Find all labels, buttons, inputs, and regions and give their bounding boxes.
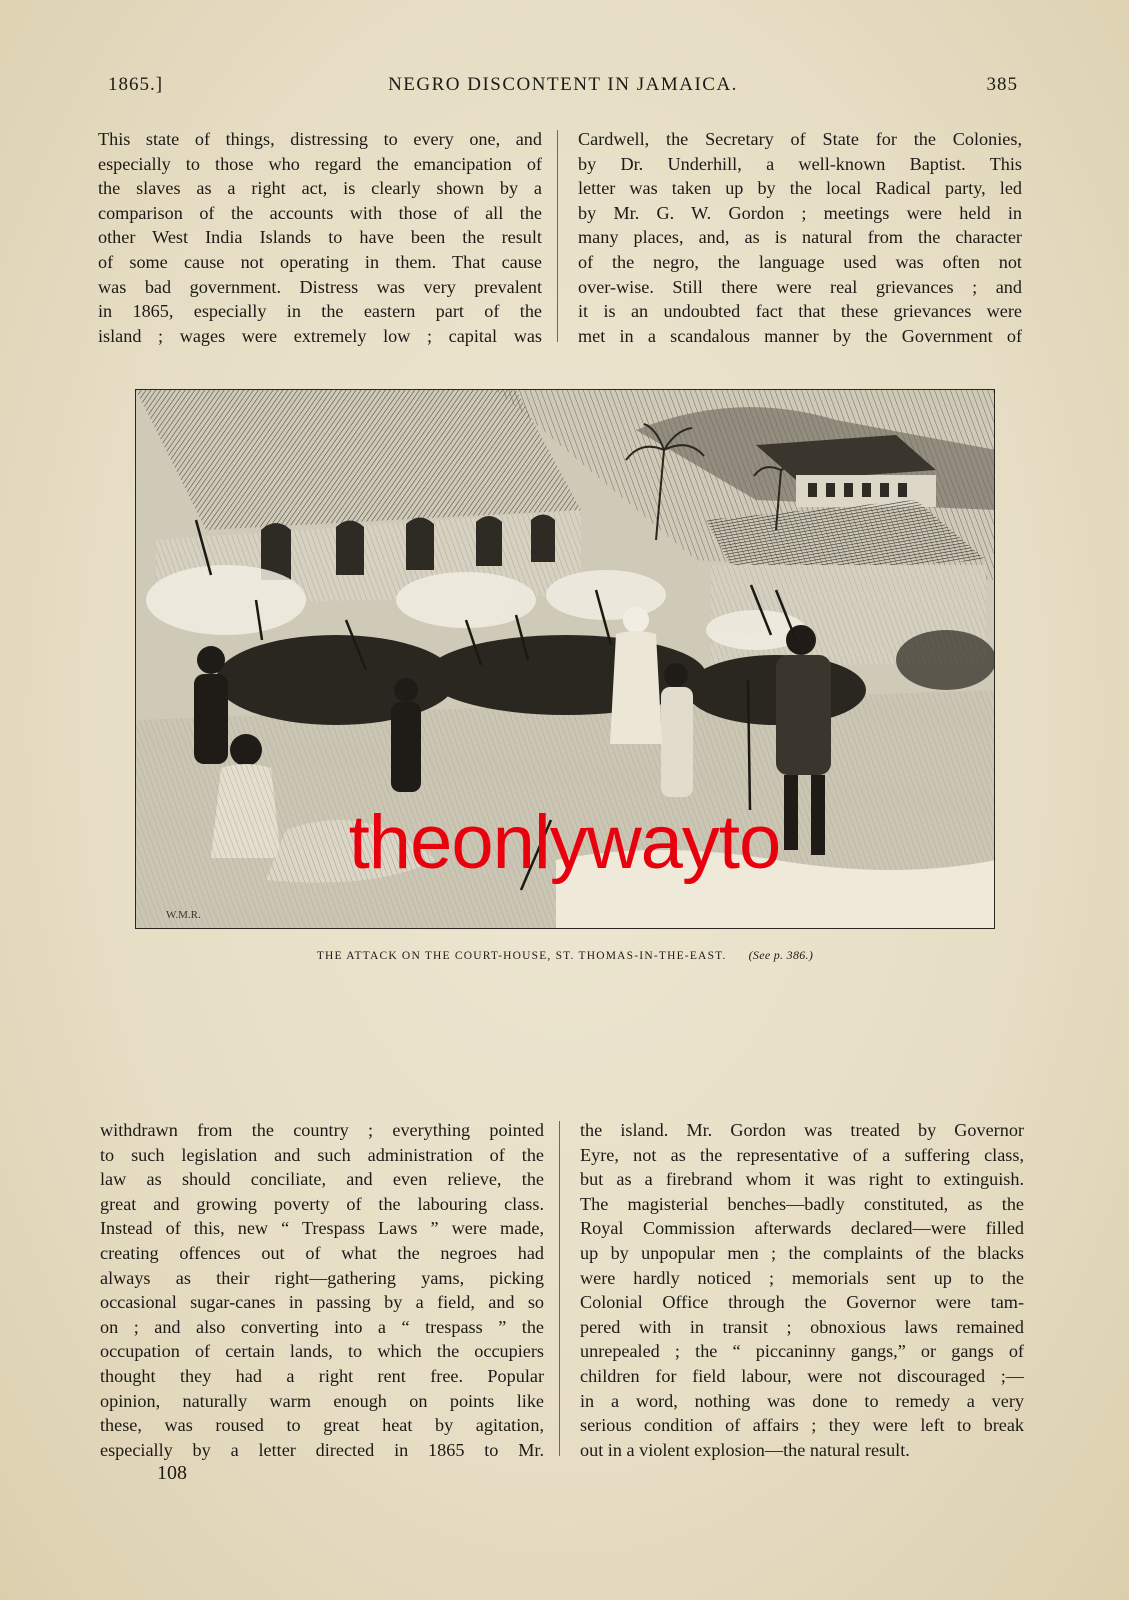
text-line: the slaves as a right act, is clearly shown by a — [98, 178, 542, 199]
caption-reference: (See p. 386.) — [748, 948, 814, 962]
text-line: by Mr. G. W. Gordon ; meetings were held in — [578, 202, 1022, 223]
text-line: law as should conciliate, and even relieve, the — [100, 1169, 544, 1190]
text-line: in a word, nothing was done to remedy a very — [580, 1390, 1024, 1411]
column-divider-top — [557, 130, 558, 342]
text-line: it is an undoubted fact that these grievances were — [578, 301, 1022, 322]
signature-mark: 108 — [157, 1462, 187, 1484]
bottom-left-column — [100, 1118, 544, 1462]
text-line: but as a firebrand whom it was right to extinguish. — [580, 1169, 1024, 1190]
text-line: Cardwell, the Secretary of State for the Colonies, — [578, 129, 1022, 149]
svg-text:W.M.R.: W.M.R. — [166, 909, 201, 921]
text-line: letter was taken up by the local Radical party, led — [578, 178, 1022, 199]
text-line: many places, and, as is natural from the character — [578, 227, 1022, 248]
text-line: especially to those who regard the emancipation of — [98, 153, 542, 174]
text-line: of the negro, the language used was often not — [578, 251, 1022, 272]
text-line: children for field labour, were not discouraged ;— — [580, 1365, 1024, 1386]
text-line: thought they had a right rent free. Popular — [100, 1365, 544, 1386]
text-line: island ; wages were extremely low ; capital was — [98, 325, 542, 346]
caption-text: THE ATTACK ON THE COURT-HOUSE, ST. THOMAS-IN-THE-EAST. — [316, 950, 727, 962]
text-line: by Dr. Underhill, a well-known Baptist. This — [578, 153, 1022, 174]
text-line: occasional sugar-canes in passing by a field, and so — [100, 1292, 544, 1313]
running-header — [108, 74, 1018, 104]
text-line: comparison of the accounts with those of all the — [98, 202, 542, 223]
header-title: NEGRO DISCONTENT IN JAMAICA. — [388, 74, 738, 95]
text-line: of some cause not operating in them. That cause — [98, 251, 542, 272]
text-line: these, was roused to great heat by agitation, — [100, 1415, 544, 1436]
text-line: pered with in transit ; obnoxious laws remained — [580, 1316, 1024, 1337]
figure-caption — [135, 948, 995, 963]
top-left-column — [98, 127, 542, 348]
bottom-right-column — [580, 1118, 1024, 1462]
text-line: Royal Commission afterwards declared—were filled — [580, 1218, 1024, 1239]
text-line: over-wise. Still there were real grievances ; and — [578, 276, 1022, 297]
text-line: great and growing poverty of the labouring class. — [100, 1193, 544, 1214]
text-line: The magisterial benches—badly constituted, as the — [580, 1193, 1024, 1214]
text-line: serious condition of affairs ; they were left to break — [580, 1415, 1024, 1436]
text-line: This state of things, distressing to every one, and — [98, 129, 542, 149]
page-number: 385 — [986, 74, 1018, 95]
text-line: opinion, naturally warm enough on points like — [100, 1390, 544, 1411]
header-year: 1865.] — [108, 74, 164, 95]
text-line: to such legislation and such administration of the — [100, 1144, 544, 1165]
text-line: unrepealed ; the “ piccaninny gangs,” or gangs of — [580, 1341, 1024, 1362]
text-line: Eyre, not as the representative of a suffering class, — [580, 1144, 1024, 1165]
text-line: was bad government. Distress was very prevalent — [98, 276, 542, 297]
watermark-text: theonlywayto — [348, 800, 781, 885]
text-line: occupation of certain lands, to which the occupiers — [100, 1341, 544, 1362]
text-line: the island. Mr. Gordon was treated by Governor — [580, 1120, 1024, 1140]
text-line: creating offences out of what the negroes had — [100, 1242, 544, 1263]
text-line: other West India Islands to have been the result — [98, 227, 542, 248]
text-line: especially by a letter directed in 1865 to Mr. — [100, 1439, 544, 1460]
text-line: Instead of this, new “ Trespass Laws ” were made, — [100, 1218, 544, 1239]
text-line: up by unpopular men ; the complaints of the blacks — [580, 1242, 1024, 1263]
top-right-column — [578, 127, 1022, 348]
text-line: in 1865, especially in the eastern part of the — [98, 301, 542, 322]
text-line: on ; and also converting into a “ trespass ” the — [100, 1316, 544, 1337]
text-line: out in a violent explosion—the natural result. — [580, 1439, 910, 1460]
text-line: withdrawn from the country ; everything pointed — [100, 1120, 544, 1140]
column-divider-bottom — [559, 1121, 560, 1456]
text-line: were hardly noticed ; memorials sent up to the — [580, 1267, 1024, 1288]
text-line: Colonial Office through the Governor were tam- — [580, 1292, 1024, 1313]
text-line: always as their right—gathering yams, picking — [100, 1267, 544, 1288]
text-line: met in a scandalous manner by the Government of — [578, 325, 1022, 346]
